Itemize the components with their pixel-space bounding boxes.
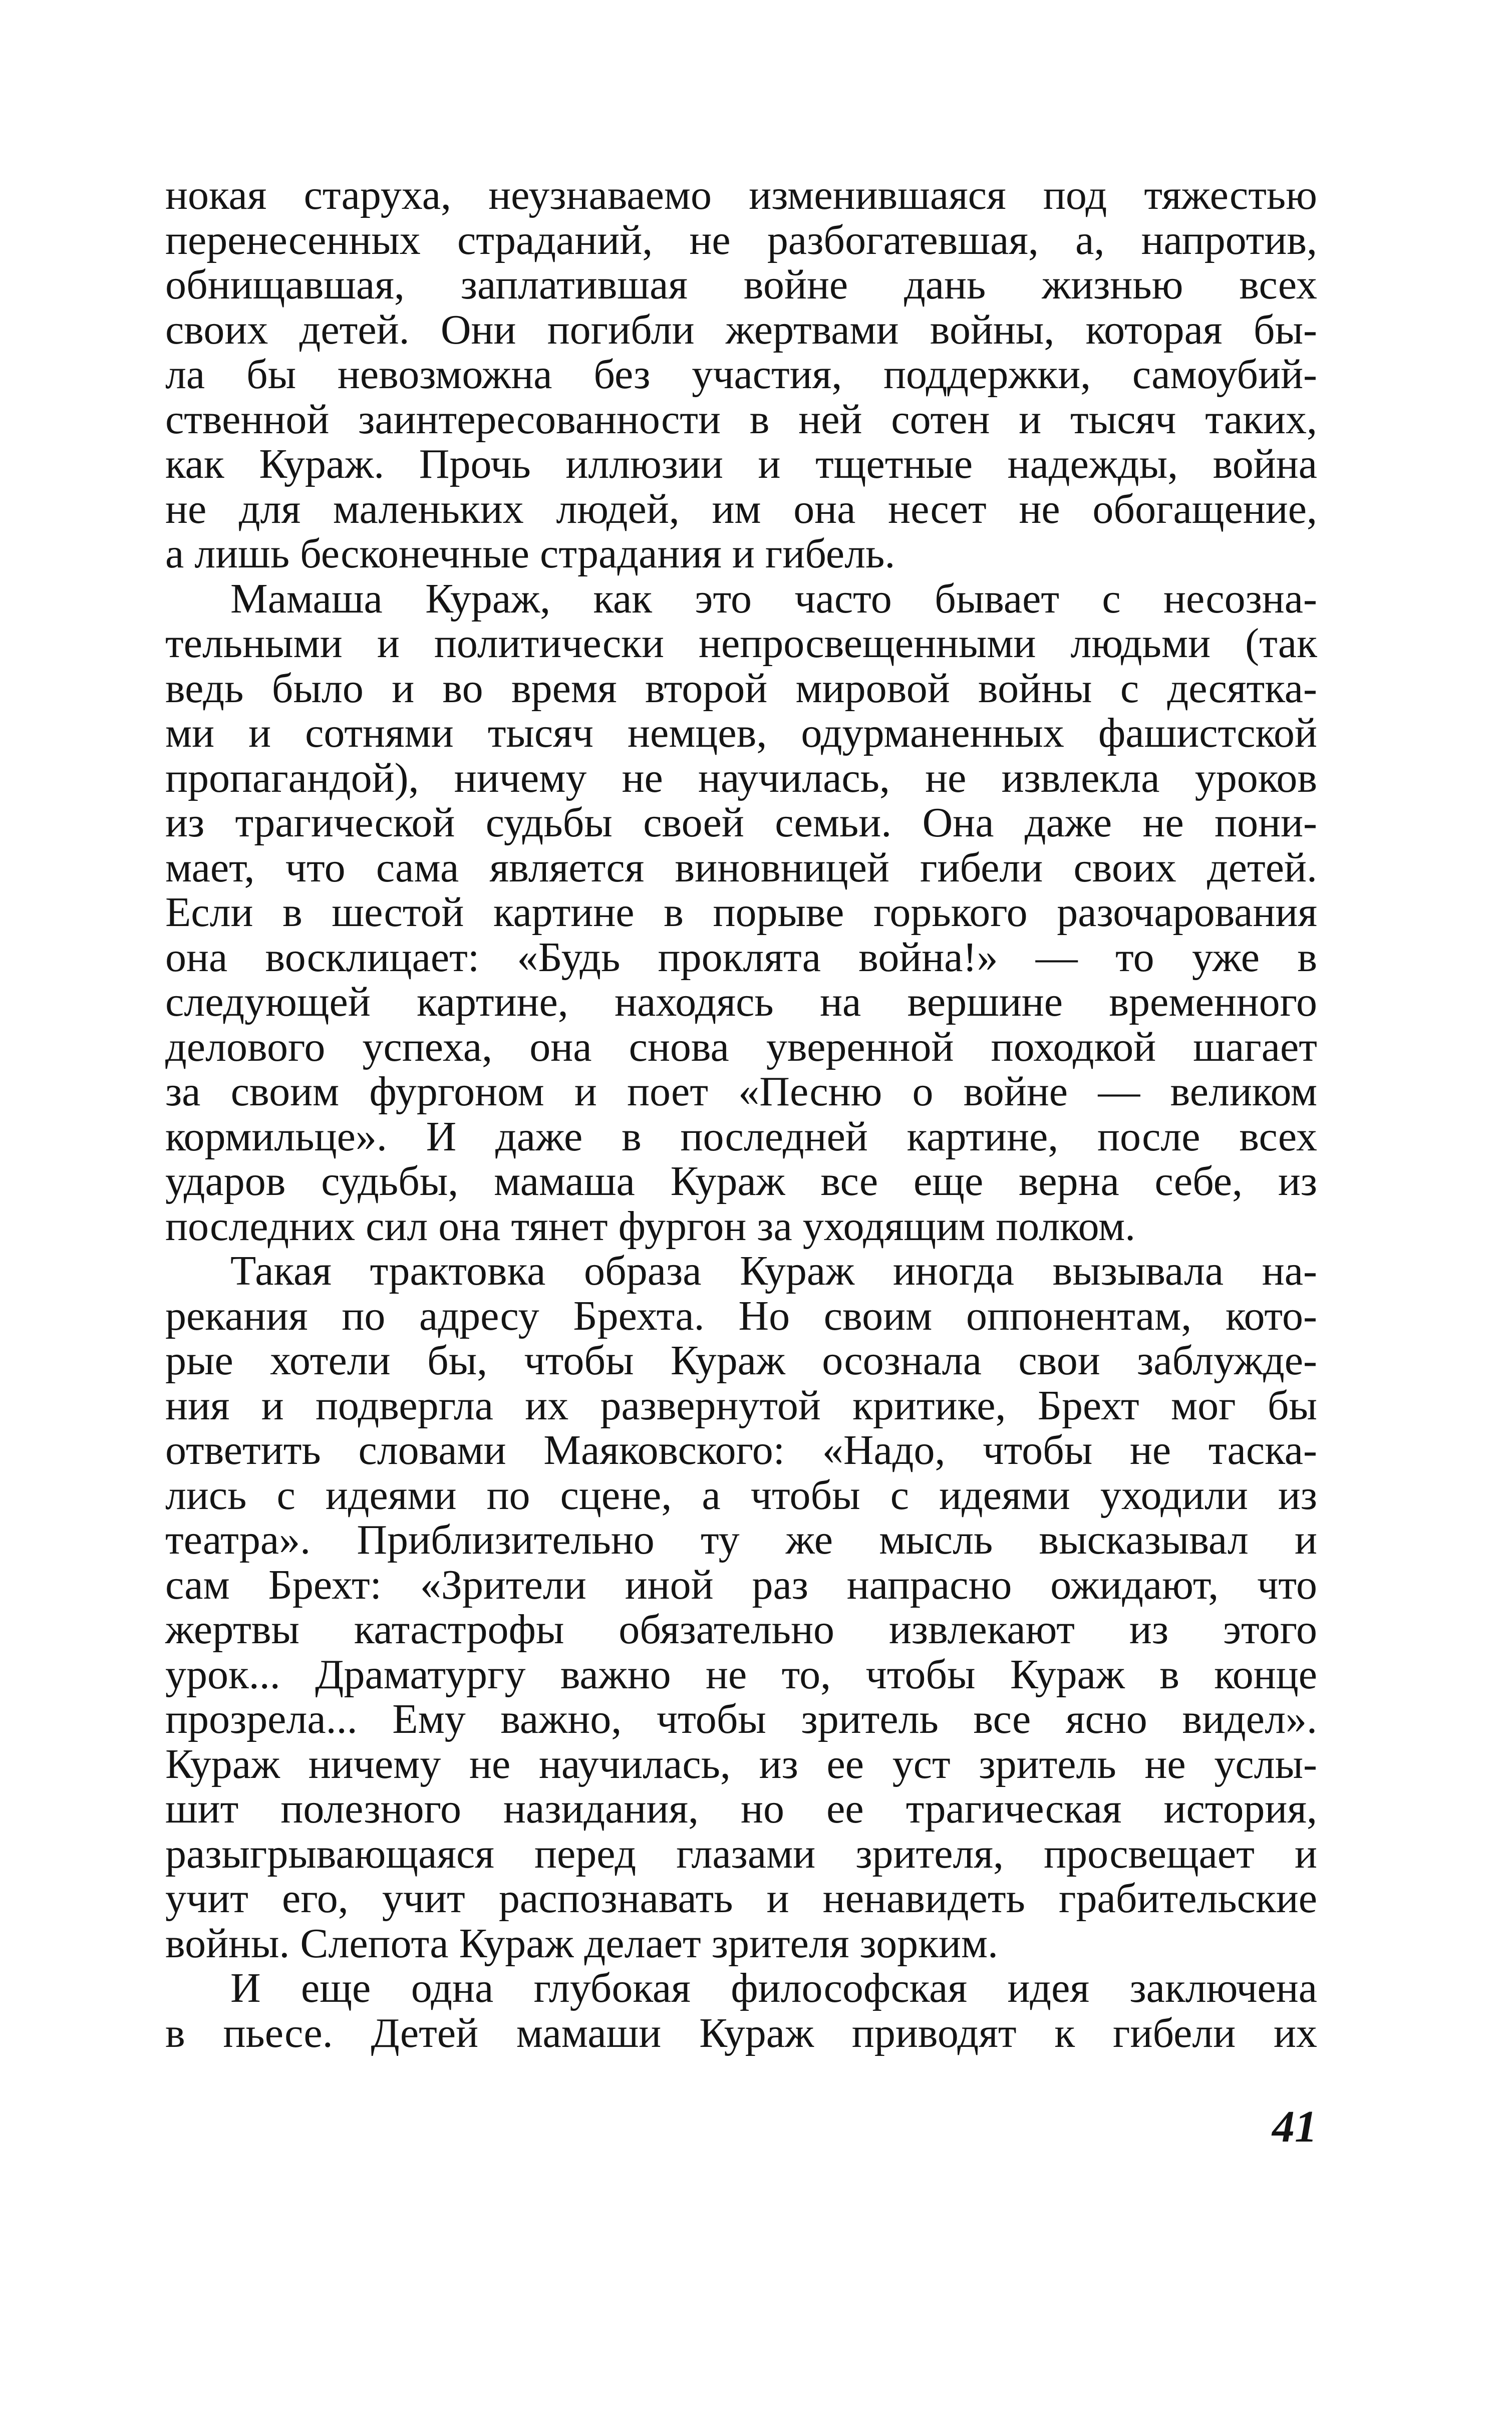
paragraph [165, 1966, 1317, 2055]
text-line: следующей картине, находясь на вершине временного [165, 979, 1317, 1025]
text-line: рые хотели бы, чтобы Кураж осознала свои заблужде- [165, 1337, 1317, 1384]
text-line: лись с идеями по сцене, а чтобы с идеями уходили из [165, 1471, 1317, 1519]
text-line: ла бы невозможна без участия, поддержки, самоубий- [165, 351, 1317, 398]
text-line: ния и подвергла их развернутой критике, Брехт мог бы [165, 1382, 1317, 1429]
text-line: последних сил она тянет фургон за уходящим полком. [165, 1202, 1136, 1250]
text-line: ударов судьбы, мамаша Кураж все еще верна себе, из [165, 1158, 1317, 1204]
text-line: из трагической судьбы своей семьи. Она даже не пони- [165, 799, 1317, 846]
text-line: Кураж ничему не научилась, из ее уст зритель не услы- [165, 1740, 1317, 1787]
text-line: сам Брехт: «Зрители иной раз напрасно ожидают, что [165, 1561, 1317, 1608]
text-line: И еще одна глубокая философская идея заключена [230, 1965, 1317, 2011]
text-line: перенесенных страданий, не разбогатевшая, а, напротив, [165, 216, 1317, 263]
text-line: театра». Приблизительно ту же мысль высказывал и [165, 1517, 1317, 1563]
text-line: не для маленьких людей, им она несет не обогащение, [165, 485, 1317, 532]
text-line: рекания по адресу Брехта. Но своим оппонентам, кото- [165, 1292, 1317, 1339]
text-line: ведь было и во время второй мировой войны с десятка- [165, 665, 1317, 712]
text-line: делового успеха, она снова уверенной походкой шагает [165, 1023, 1317, 1070]
text-line: она восклицает: «Будь проклята война!» — то уже в [165, 934, 1317, 981]
text-line: а лишь бесконечные страдания и гибель. [165, 530, 895, 577]
text-line: жертвы катастрофы обязательно извлекают из этого [165, 1606, 1317, 1653]
text-line: своих детей. Они погибли жертвами войны, которая бы- [165, 306, 1317, 353]
text-line: кормильце». И даже в последней картине, после всех [165, 1113, 1317, 1160]
text-line: пропагандой), ничему не научилась, не извлекла уроков [165, 754, 1317, 801]
text-line: нокая старуха, неузнаваемо изменившаяся под тяжестью [165, 172, 1317, 218]
text-line: Такая трактовка образа Кураж иногда вызывала на- [230, 1248, 1317, 1294]
text-line: мает, что сама является виновницей гибели своих детей. [165, 844, 1317, 891]
text-line: прозрела... Ему важно, чтобы зритель все ясно видел». [165, 1696, 1317, 1742]
text-line: как Кураж. Прочь иллюзии и тщетные надежды, война [165, 441, 1317, 487]
text-line: тельными и политически непросвещенными людьми (так [165, 620, 1317, 667]
page-number: 41 [1272, 2102, 1317, 2152]
text-line: за своим фургоном и поет «Песню о войне — великом [165, 1068, 1317, 1115]
paragraph [165, 173, 1317, 576]
text-line: урок... Драматургу важно не то, чтобы Кураж в конце [165, 1651, 1317, 1698]
paragraph [165, 576, 1317, 1249]
text-line: Мамаша Кураж, как это часто бывает с несозна- [230, 575, 1317, 622]
paragraph [165, 1249, 1317, 1966]
text-line: учит его, учит распознавать и ненавидеть грабительские [165, 1875, 1317, 1922]
text-line: в пьесе. Детей мамаши Кураж приводят к гибели их [165, 2009, 1317, 2056]
text-line: ответить словами Маяковского: «Надо, чтобы не таска- [165, 1427, 1317, 1473]
body-text [165, 173, 1317, 2055]
text-line: ми и сотнями тысяч немцев, одурманенных фашистской [165, 710, 1317, 756]
text-line: ственной заинтересованности в ней сотен и тысяч таких, [165, 396, 1317, 443]
text-line: обнищавшая, заплатившая войне дань жизнью всех [165, 261, 1317, 308]
text-line: войны. Слепота Кураж делает зрителя зорким. [165, 1920, 999, 1967]
text-line: разыгрывающаяся перед глазами зрителя, просвещает и [165, 1830, 1317, 1877]
text-line: Если в шестой картине в порыве горького разочарования [165, 889, 1317, 936]
text-line: шит полезного назидания, но ее трагическая история, [165, 1785, 1317, 1832]
